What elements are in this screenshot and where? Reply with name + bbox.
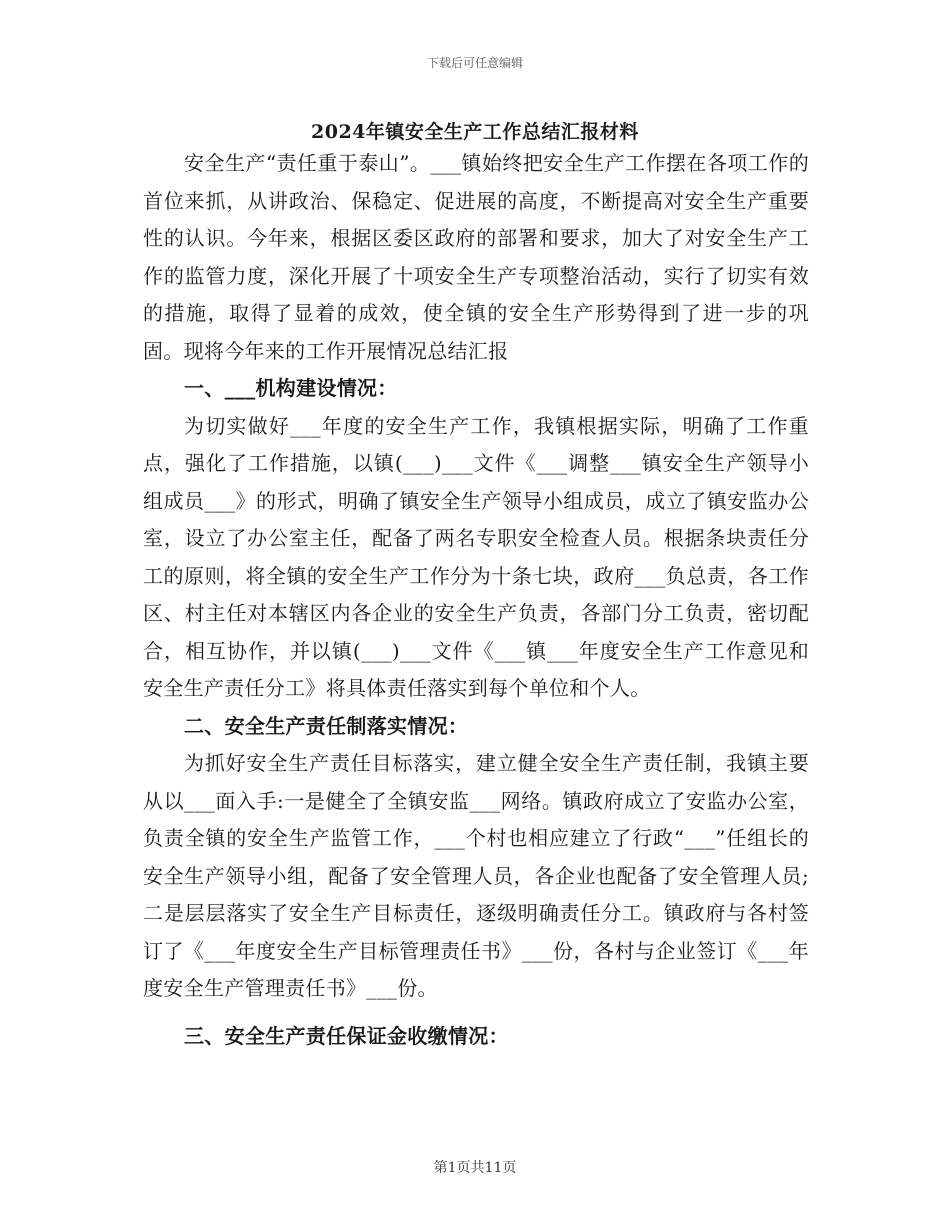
- document-body: [143, 145, 809, 1055]
- section-1-heading: 一、___机构建设情况：: [184, 376, 398, 400]
- section-1-body: 为切实做好___年度的安全生产工作，我镇根据实际，明确了工作重点，强化了工作措施，以镇(___)___文件《___调整___镇安全生产领导小组成员___》的形式，明确了镇安全生产领导小组成员，成立了镇安监办公室，设立了办公室主任，配备了两名专职安全检查人员。根据条块责任分工的原则，将全镇的安全生产工作分为十条七块，政府___负总责，各工作区、村主任对本辖区内各企业的安全生产负责，各部门分工负责，密切配合，相互协作，并以镇(___)___文件《___镇___年度安全生产工作意见和安全生产责任分工》将具体责任落实到每个单位和个人。: [143, 413, 809, 700]
- page-number: 第1页共11页: [433, 1160, 517, 1176]
- document-title: 2024年镇安全生产工作总结汇报材料: [311, 121, 639, 143]
- section-3-heading: 三、安全生产责任保证金收缴情况：: [184, 1023, 509, 1048]
- section-2-body: 为抓好安全生产责任目标落实，建立健全安全生产责任制，我镇主要从以___面入手:一是健全了全镇安监___网络。镇政府成立了安监办公室，负责全镇的安全生产监管工作，___个村也相应建立了行政“___”任组长的安全生产领导小组，配备了安全管理人员，各企业也配备了安全管理人员;二是层层落实了安全生产目标责任，逐级明确责任分工。镇政府与各村签订了《___年度安全生产目标管理责任书》___份，各村与企业签订《___年度安全生产管理责任书》___份。: [143, 751, 809, 1000]
- section-2-heading: 二、安全生产责任制落实情况：: [184, 713, 469, 738]
- page-header-note: 下载后可任意编辑: [426, 56, 523, 70]
- intro-paragraph: 安全生产“责任重于泰山”。___镇始终把安全生产工作摆在各项工作的首位来抓，从讲政治、保稳定、促进展的高度，不断提高对安全生产重要性的认识。今年来，根据区委区政府的部署和要求，加大了对安全生产工作的监管力度，深化开展了十项安全生产专项整治活动，实行了切实有效的措施，取得了显着的成效，使全镇的安全生产形势得到了进一步的巩固。现将今年来的工作开展情况总结汇报: [143, 151, 809, 363]
